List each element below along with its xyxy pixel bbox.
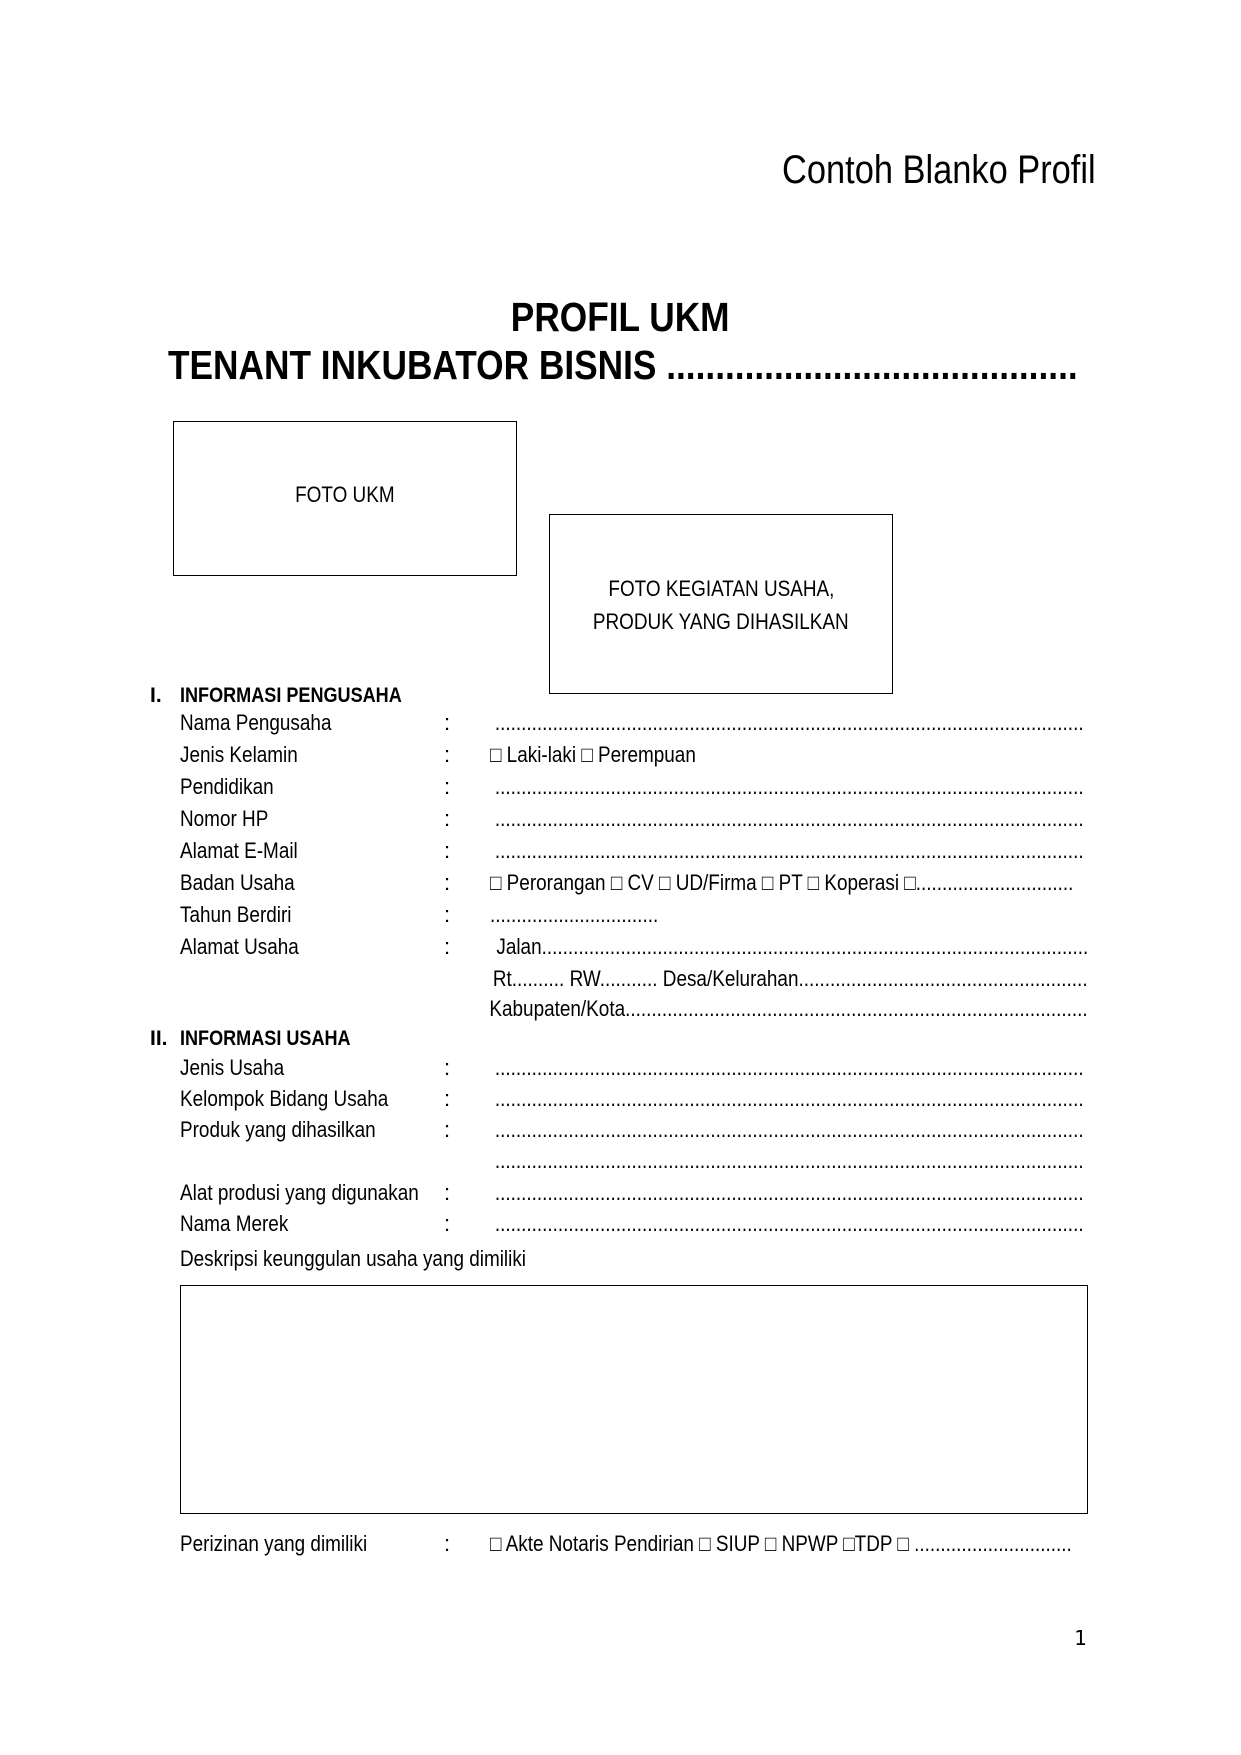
field-row-tahun-berdiri: [0, 902, 1241, 934]
field-value[interactable]: ................................................................................................................: [495, 806, 1084, 831]
field-value[interactable]: ................................................................................................................: [495, 1211, 1084, 1236]
field-label: Nama Pengusaha: [180, 710, 332, 735]
field-label: Jenis Usaha: [180, 1055, 285, 1080]
field-label: Tahun Berdiri: [180, 902, 292, 927]
field-row-kelompok-bidang-usaha: [0, 1086, 1241, 1118]
page-subtitle: TENANT INKUBATOR BISNIS ..........................................: [168, 342, 1078, 388]
document-header-note: Contoh Blanko Profil: [782, 148, 1096, 192]
section-1-number: I.: [150, 684, 162, 707]
field-value[interactable]: ................................................................................................................: [495, 1055, 1084, 1080]
field-colon: :: [444, 934, 451, 959]
permit-checkbox-options[interactable]: □ Akte Notaris Pendirian □ SIUP □ NPWP □TDP □ ..............................: [490, 1531, 1072, 1556]
field-value[interactable]: ................................................................................................................: [495, 1180, 1084, 1205]
business-entity-checkbox-options[interactable]: □ Perorangan □ CV □ UD/Firma □ PT □ Koperasi □..............................: [490, 870, 1074, 895]
field-row-perizinan: [0, 1531, 1241, 1563]
field-value[interactable]: ................................................................................................................: [495, 1086, 1084, 1111]
field-label: Alamat Usaha: [180, 934, 299, 959]
address-rt-rw-field[interactable]: Rt.......... RW........... Desa/Kelurahan.......................................................: [493, 966, 1088, 991]
field-row-address-rt-rw: [0, 966, 1241, 998]
field-row-nama-merek: [0, 1211, 1241, 1243]
field-colon: :: [444, 1211, 451, 1236]
field-colon: :: [444, 1055, 451, 1080]
field-row-jenis-kelamin: [0, 742, 1241, 774]
field-label: Alamat E-Mail: [180, 838, 298, 863]
field-colon: :: [444, 838, 451, 863]
field-label: Badan Usaha: [180, 870, 295, 895]
field-colon: :: [444, 774, 451, 799]
field-row-produk-continued: [0, 1148, 1241, 1180]
field-row-produk: [0, 1117, 1241, 1149]
address-kabupaten-field[interactable]: Kabupaten/Kota........................................................................................: [489, 996, 1088, 1021]
field-value[interactable]: ................................................................................................................: [495, 774, 1084, 799]
field-label: Pendidikan: [180, 774, 274, 799]
field-label: Jenis Kelamin: [180, 742, 298, 767]
field-label: Nama Merek: [180, 1211, 289, 1236]
field-label: Alat produsi yang digunakan: [180, 1180, 419, 1205]
field-label: Kelompok Bidang Usaha: [180, 1086, 389, 1111]
field-colon: :: [444, 1086, 451, 1111]
field-row-alamat-usaha: [0, 934, 1241, 966]
field-value[interactable]: ................................................................................................................: [495, 838, 1084, 863]
field-colon: :: [444, 710, 451, 735]
field-row-pendidikan: [0, 774, 1241, 806]
photo-ukm-box[interactable]: [173, 421, 517, 576]
field-row-alat-produksi: [0, 1180, 1241, 1212]
field-colon: :: [444, 1531, 451, 1556]
page-title: PROFIL UKM: [511, 294, 730, 340]
field-label: Perizinan yang dimiliki: [180, 1531, 368, 1556]
address-street-field[interactable]: Jalan........................................................................................................: [496, 934, 1088, 959]
description-textarea[interactable]: [180, 1285, 1088, 1514]
field-colon: :: [444, 902, 451, 927]
section-1-title: INFORMASI PENGUSAHA: [180, 684, 402, 707]
photo-ukm-label: FOTO UKM: [295, 482, 395, 507]
field-row-address-kabupaten: [0, 996, 1241, 1028]
field-row-email: [0, 838, 1241, 870]
field-row-nomor-hp: [0, 806, 1241, 838]
field-colon: :: [444, 1117, 451, 1142]
field-value[interactable]: ................................: [490, 902, 659, 927]
photo-activity-box[interactable]: [549, 514, 893, 694]
field-row-nama-pengusaha: [0, 710, 1241, 742]
section-2-number: II.: [150, 1027, 168, 1050]
field-label: Produk yang dihasilkan: [180, 1117, 376, 1142]
section-2-title: INFORMASI USAHA: [180, 1027, 351, 1050]
gender-checkbox-options[interactable]: □ Laki-laki □ Perempuan: [490, 742, 696, 767]
field-colon: :: [444, 870, 451, 895]
field-colon: :: [444, 1180, 451, 1205]
field-colon: :: [444, 806, 451, 831]
field-row-jenis-usaha: [0, 1055, 1241, 1087]
photo-activity-label: FOTO KEGIATAN USAHA, PRODUK YANG DIHASILKAN: [593, 576, 849, 634]
field-colon: :: [444, 742, 451, 767]
field-label: Nomor HP: [180, 806, 269, 831]
field-value[interactable]: ................................................................................................................: [495, 710, 1084, 735]
field-value[interactable]: ................................................................................................................: [495, 1148, 1084, 1173]
description-label: Deskripsi keunggulan usaha yang dimiliki: [180, 1246, 527, 1271]
field-value[interactable]: ................................................................................................................: [495, 1117, 1084, 1142]
page-number: 1: [1074, 1626, 1087, 1650]
field-row-badan-usaha: [0, 870, 1241, 902]
